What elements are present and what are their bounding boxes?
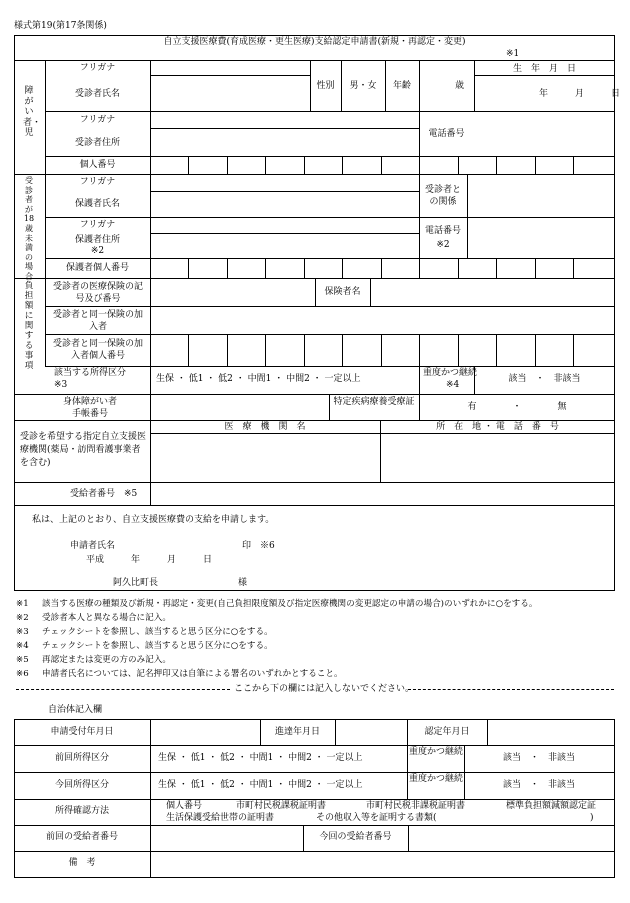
income-label: 該当する所得区分: [54, 368, 127, 378]
progress-date-label: 進達年月日: [274, 727, 320, 737]
prev-income-options[interactable]: 生保 ・ 低1 ・ 低2 ・ 中間1 ・ 中間2 ・ 一定以上: [158, 753, 363, 763]
relation-label: 受診者との関係: [424, 185, 461, 207]
age-unit: 歳: [455, 81, 465, 91]
gender-label: 性別: [316, 81, 335, 91]
institution-label: 受診を希望する指定自立支援医療機関(薬局・訪問看護事業者を含む): [20, 432, 147, 468]
insurance-label: 受診者の医療保険の記号及び番号: [52, 282, 143, 304]
patient-furigana-label: フリガナ: [79, 63, 116, 73]
divider-line: [16, 689, 230, 690]
method-option[interactable]: 市町村民税課税証明書: [236, 801, 327, 811]
guardian-address-note: ※2: [90, 246, 105, 256]
same-insured-id-label: 受診者と同一保険の加入者個人番号: [52, 339, 143, 361]
note-mark: ※5: [16, 655, 29, 665]
recipient-note: ※5: [124, 489, 138, 499]
institution-name-col: 医 療 機 関 名: [224, 422, 306, 432]
curr-income-label: 今回所得区分: [54, 780, 109, 790]
curr-severe-options[interactable]: 該当 ・ 非該当: [502, 780, 575, 790]
method-option[interactable]: 生活保護受給世帯の証明書: [166, 813, 275, 823]
mayor-sama: 様: [238, 578, 248, 588]
title-note-ref: ※1: [506, 49, 520, 59]
form-title: 自立支援医療費(育成医療・更生医療)支給認定申請書(新規・再認定・変更): [163, 37, 466, 47]
guardian-address-furigana: フリガナ: [79, 220, 116, 230]
note-mark: ※2: [16, 613, 29, 623]
guardian-phone-label: 電話番号: [424, 226, 461, 236]
divider-line: [408, 689, 614, 690]
burden-section-label: 負担額に関する事項: [24, 281, 34, 371]
prev-severe-label: 重度かつ継続: [409, 747, 464, 757]
declaration-text: 私は、上記のとおり、自立支援医療費の支給を申請します。: [32, 515, 275, 525]
method-option[interactable]: 個人番号: [166, 801, 203, 811]
method-option[interactable]: 標準負担額減額認定証: [506, 801, 597, 811]
severe-options[interactable]: 該当 ・ 非該当: [508, 374, 581, 384]
mayor-label: 阿久比町長: [113, 578, 159, 588]
income-options[interactable]: 生保 ・ 低1 ・ 低2 ・ 中間1 ・ 中間2 ・ 一定以上: [156, 374, 361, 384]
patient-address-label: 受診者住所: [74, 138, 120, 148]
note-text: 受診者本人と異なる場合に記入。: [42, 613, 171, 623]
guardian-section-label: 受診者が18歳未満の場合: [23, 176, 35, 281]
note-text: チェックシートを参照し、該当すると思う区分に○をする。: [42, 641, 273, 651]
patient-section-label: 障がい者・児: [23, 86, 42, 138]
divider-text: ここから下の欄には記入しないでください。: [234, 684, 415, 694]
income-note: ※3: [54, 380, 68, 390]
same-insured-label: 受診者と同一保険の加入者: [52, 310, 143, 332]
prev-recipient-label: 前回の受給者番号: [45, 832, 118, 842]
specific-disease-label: 特定疾病療養受療証: [333, 397, 415, 407]
patient-id-label: 個人番号: [79, 160, 116, 170]
note-text: チェックシートを参照し、該当すると思う区分に○をする。: [42, 627, 273, 637]
method-option[interactable]: その他収入等を証明する書類(: [316, 813, 437, 823]
severe-note: ※4: [446, 380, 460, 390]
guardian-id-label: 保護者個人番号: [65, 263, 129, 273]
note-mark: ※1: [16, 599, 29, 609]
recipient-label: 受給者番号: [70, 489, 116, 499]
gender-options[interactable]: 男・女: [349, 81, 377, 91]
specific-disease-options[interactable]: 有 ・ 無: [467, 402, 567, 412]
received-date-label: 申請受付年月日: [50, 727, 114, 737]
applicant-label: 申請者氏名: [70, 541, 116, 551]
note-mark: ※4: [16, 641, 29, 651]
method-close-paren: ): [590, 813, 594, 823]
insurer-label: 保険者名: [324, 287, 361, 297]
note-mark: ※3: [16, 627, 29, 637]
method-option[interactable]: 市町村民税非課税証明書: [366, 801, 466, 811]
institution-addr-col: 所 在 地 ・ 電 話 番 号: [436, 422, 559, 432]
patient-name-label: 受診者氏名: [74, 89, 120, 99]
remarks-label: 備 考: [68, 858, 96, 868]
seal-mark: 印 ※6: [242, 541, 275, 551]
patient-phone-label: 電話番号: [428, 129, 465, 139]
birth-header: 生 年 月 日: [512, 64, 576, 74]
guardian-name-label: 保護者氏名: [74, 199, 120, 209]
curr-severe-label: 重度かつ継続: [409, 774, 464, 784]
guardian-address-label: 保護者住所: [74, 235, 120, 245]
curr-recipient-label: 今回の受給者番号: [319, 832, 392, 842]
guardian-phone-note: ※2: [436, 240, 450, 250]
guardian-furigana-label: フリガナ: [79, 177, 116, 187]
patient-address-furigana: フリガナ: [79, 115, 116, 125]
note-text: 再認定または変更の方のみ記入。: [42, 655, 171, 665]
curr-income-options[interactable]: 生保 ・ 低1 ・ 低2 ・ 中間1 ・ 中間2 ・ 一定以上: [158, 780, 363, 790]
note-text: 該当する医療の種類及び新規・再認定・変更(自己負担限度額及び指定医療機関の変更認定の申請の場合)のいずれかに○をする。: [42, 599, 538, 609]
prev-income-label: 前回所得区分: [54, 753, 109, 763]
application-date: 平成 年 月 日: [86, 555, 213, 565]
office-section-title: 自治体記入欄: [48, 705, 103, 715]
form-number: 様式第19(第17条関係): [14, 21, 107, 31]
birth-ymd: 年 月 日: [539, 89, 621, 99]
handbook-label: 身体障がい者手帳番号: [62, 397, 117, 419]
prev-severe-options[interactable]: 該当 ・ 非該当: [502, 753, 575, 763]
method-label: 所得確認方法: [54, 806, 109, 816]
severe-label: 重度かつ継続: [423, 368, 478, 378]
note-mark: ※6: [16, 669, 29, 679]
note-text: 申請者氏名については、記名押印又は自筆による署名のいずれかとすること。: [42, 669, 343, 679]
approved-date-label: 認定年月日: [424, 727, 470, 737]
age-label: 年齢: [392, 81, 411, 91]
